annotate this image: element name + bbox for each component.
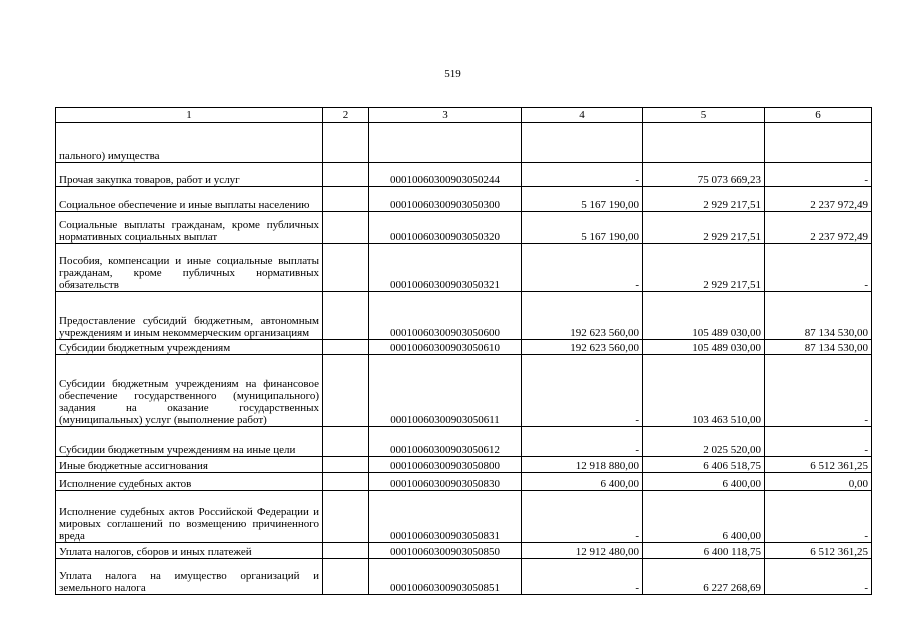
table-row bbox=[56, 355, 872, 427]
row-executed-value-cell: 2 929 217,51 bbox=[643, 187, 765, 212]
row-name-cell: Социальные выплаты гражданам, кроме публичных нормативных социальных выплат bbox=[56, 212, 323, 244]
table-row bbox=[56, 163, 872, 187]
row-remaining-value-cell: 87 134 530,00 bbox=[765, 292, 872, 340]
row-executed-value-cell: 105 489 030,00 bbox=[643, 292, 765, 340]
row-code-cell: 00010060300903050850 bbox=[369, 543, 522, 559]
row-col2-cell bbox=[323, 491, 369, 543]
row-plan-value-cell bbox=[522, 123, 643, 163]
row-name-cell: Субсидии бюджетным учреждениям bbox=[56, 340, 323, 355]
row-plan-value-cell: 5 167 190,00 bbox=[522, 212, 643, 244]
column-header: 2 bbox=[323, 108, 369, 123]
budget-table bbox=[55, 107, 872, 595]
row-name-cell: Пособия, компенсации и иные социальные выплаты гражданам, кроме публичных нормативных обязательств bbox=[56, 244, 323, 292]
row-name-cell: Уплата налогов, сборов и иных платежей bbox=[56, 543, 323, 559]
table-row bbox=[56, 543, 872, 559]
row-remaining-value-cell: - bbox=[765, 491, 872, 543]
column-header: 3 bbox=[369, 108, 522, 123]
row-col2-cell bbox=[323, 543, 369, 559]
row-executed-value-cell: 6 400,00 bbox=[643, 491, 765, 543]
row-name-cell: Исполнение судебных актов bbox=[56, 473, 323, 491]
row-name-cell: Предоставление субсидий бюджетным, автономным учреждениям и иным некоммерческим организациям bbox=[56, 292, 323, 340]
row-remaining-value-cell: 2 237 972,49 bbox=[765, 212, 872, 244]
row-plan-value-cell: 6 400,00 bbox=[522, 473, 643, 491]
row-name-cell: Субсидии бюджетным учреждениям на финансовое обеспечение государственного (муниципального) задания на оказание государственных (муниципальных) услуг (выполнение работ) bbox=[56, 355, 323, 427]
row-col2-cell bbox=[323, 559, 369, 595]
row-plan-value-cell: - bbox=[522, 163, 643, 187]
row-code-cell: 00010060300903050610 bbox=[369, 340, 522, 355]
table-row bbox=[56, 123, 872, 163]
row-code-cell: 00010060300903050320 bbox=[369, 212, 522, 244]
table-row bbox=[56, 457, 872, 473]
row-name-cell: Субсидии бюджетным учреждениям на иные цели bbox=[56, 427, 323, 457]
row-code-cell: 00010060300903050600 bbox=[369, 292, 522, 340]
row-remaining-value-cell: - bbox=[765, 427, 872, 457]
row-remaining-value-cell: - bbox=[765, 163, 872, 187]
row-plan-value-cell: 5 167 190,00 bbox=[522, 187, 643, 212]
row-plan-value-cell: 192 623 560,00 bbox=[522, 340, 643, 355]
column-header: 4 bbox=[522, 108, 643, 123]
row-remaining-value-cell: 0,00 bbox=[765, 473, 872, 491]
row-code-cell: 00010060300903050611 bbox=[369, 355, 522, 427]
row-remaining-value-cell: 6 512 361,25 bbox=[765, 457, 872, 473]
row-plan-value-cell: 192 623 560,00 bbox=[522, 292, 643, 340]
row-code-cell: 00010060300903050300 bbox=[369, 187, 522, 212]
row-executed-value-cell: 105 489 030,00 bbox=[643, 340, 765, 355]
row-code-cell: 00010060300903050612 bbox=[369, 427, 522, 457]
table-row bbox=[56, 340, 872, 355]
row-plan-value-cell: 12 918 880,00 bbox=[522, 457, 643, 473]
table-row bbox=[56, 292, 872, 340]
row-col2-cell bbox=[323, 355, 369, 427]
row-plan-value-cell: - bbox=[522, 427, 643, 457]
row-plan-value-cell: - bbox=[522, 491, 643, 543]
column-header: 5 bbox=[643, 108, 765, 123]
row-col2-cell bbox=[323, 473, 369, 491]
row-col2-cell bbox=[323, 340, 369, 355]
row-name-cell: Уплата налога на имущество организаций и земельного налога bbox=[56, 559, 323, 595]
column-header: 1 bbox=[56, 108, 323, 123]
row-executed-value-cell: 6 400,00 bbox=[643, 473, 765, 491]
row-code-cell: 00010060300903050851 bbox=[369, 559, 522, 595]
row-executed-value-cell bbox=[643, 123, 765, 163]
row-executed-value-cell: 2 025 520,00 bbox=[643, 427, 765, 457]
table-row bbox=[56, 491, 872, 543]
row-col2-cell bbox=[323, 244, 369, 292]
table-row bbox=[56, 244, 872, 292]
row-name-cell: Социальное обеспечение и иные выплаты населению bbox=[56, 187, 323, 212]
row-remaining-value-cell: - bbox=[765, 355, 872, 427]
row-col2-cell bbox=[323, 292, 369, 340]
row-code-cell bbox=[369, 123, 522, 163]
row-remaining-value-cell: - bbox=[765, 244, 872, 292]
row-col2-cell bbox=[323, 212, 369, 244]
row-code-cell: 00010060300903050800 bbox=[369, 457, 522, 473]
page-number: 519 bbox=[444, 68, 461, 80]
row-col2-cell bbox=[323, 187, 369, 212]
row-executed-value-cell: 103 463 510,00 bbox=[643, 355, 765, 427]
row-col2-cell bbox=[323, 123, 369, 163]
table-row bbox=[56, 473, 872, 491]
row-remaining-value-cell bbox=[765, 123, 872, 163]
row-executed-value-cell: 6 400 118,75 bbox=[643, 543, 765, 559]
column-header: 6 bbox=[765, 108, 872, 123]
row-col2-cell bbox=[323, 427, 369, 457]
row-code-cell: 00010060300903050321 bbox=[369, 244, 522, 292]
row-remaining-value-cell: 6 512 361,25 bbox=[765, 543, 872, 559]
table-row bbox=[56, 187, 872, 212]
row-plan-value-cell: - bbox=[522, 244, 643, 292]
row-executed-value-cell: 6 406 518,75 bbox=[643, 457, 765, 473]
row-executed-value-cell: 2 929 217,51 bbox=[643, 212, 765, 244]
row-executed-value-cell: 2 929 217,51 bbox=[643, 244, 765, 292]
row-remaining-value-cell: - bbox=[765, 559, 872, 595]
table-row bbox=[56, 559, 872, 595]
row-name-cell: Прочая закупка товаров, работ и услуг bbox=[56, 163, 323, 187]
row-col2-cell bbox=[323, 457, 369, 473]
row-name-cell: Исполнение судебных актов Российской Федерации и мировых соглашений по возмещению причиненного вреда bbox=[56, 491, 323, 543]
row-code-cell: 00010060300903050831 bbox=[369, 491, 522, 543]
table-row bbox=[56, 427, 872, 457]
row-code-cell: 00010060300903050830 bbox=[369, 473, 522, 491]
row-plan-value-cell: - bbox=[522, 559, 643, 595]
row-name-cell: пального) имущества bbox=[56, 123, 323, 163]
row-col2-cell bbox=[323, 163, 369, 187]
row-executed-value-cell: 75 073 669,23 bbox=[643, 163, 765, 187]
row-remaining-value-cell: 87 134 530,00 bbox=[765, 340, 872, 355]
table-header-row bbox=[56, 108, 872, 123]
row-name-cell: Иные бюджетные ассигнования bbox=[56, 457, 323, 473]
row-executed-value-cell: 6 227 268,69 bbox=[643, 559, 765, 595]
row-plan-value-cell: - bbox=[522, 355, 643, 427]
row-remaining-value-cell: 2 237 972,49 bbox=[765, 187, 872, 212]
row-plan-value-cell: 12 912 480,00 bbox=[522, 543, 643, 559]
row-code-cell: 00010060300903050244 bbox=[369, 163, 522, 187]
table-row bbox=[56, 212, 872, 244]
